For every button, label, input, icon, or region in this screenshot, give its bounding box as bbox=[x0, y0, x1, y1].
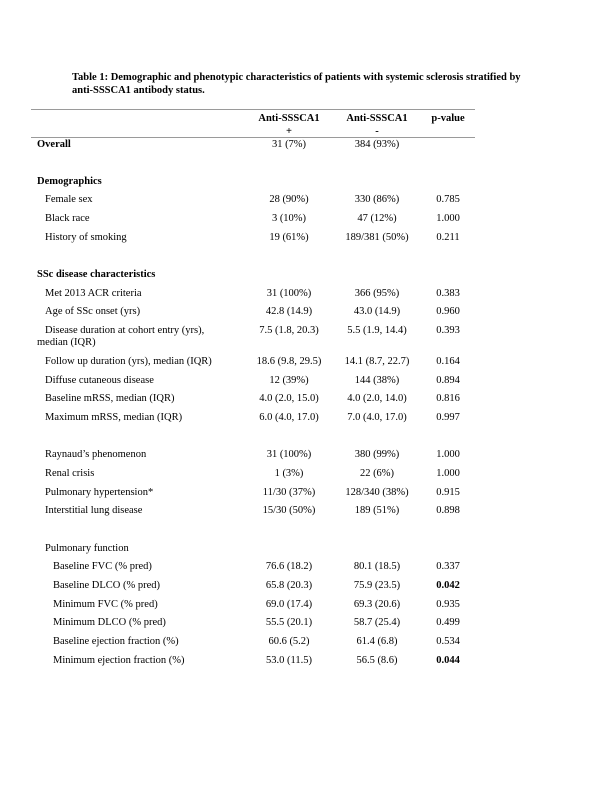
row-label: Baseline ejection fraction (%) bbox=[53, 636, 179, 647]
cell-p-value: 0.393 bbox=[436, 325, 460, 336]
table-row-overall bbox=[0, 138, 612, 156]
header-col1-line2: + bbox=[286, 126, 292, 137]
table-row bbox=[0, 212, 612, 230]
cell-positive: 1 (3%) bbox=[274, 468, 304, 479]
cell-p-value: 0.534 bbox=[436, 636, 460, 647]
table-top-rule bbox=[31, 109, 475, 110]
cell-negative: 330 (86%) bbox=[354, 194, 400, 205]
table-caption: Table 1: Demographic and phenotypic characteristics of patients with systemic sclerosis stratified by anti-SSSCA1 antibody status. bbox=[72, 72, 521, 96]
cell-positive: 53.0 (11.5) bbox=[266, 655, 312, 666]
row-label: Baseline DLCO (% pred) bbox=[53, 580, 161, 591]
row-label: Diffuse cutaneous disease bbox=[45, 375, 154, 386]
row-label: Renal crisis bbox=[45, 468, 95, 479]
cell-p-value: 1.000 bbox=[436, 449, 460, 460]
table-row bbox=[0, 598, 612, 616]
cell-negative: 56.5 (8.6) bbox=[356, 655, 398, 666]
cell-p-value: 0.337 bbox=[436, 561, 460, 572]
cell-positive: 28 (90%) bbox=[269, 194, 309, 205]
cell-p-value: 0.960 bbox=[436, 306, 460, 317]
row-label: Pulmonary hypertension* bbox=[45, 487, 154, 498]
table-row bbox=[0, 504, 612, 522]
cell-positive: 55.5 (20.1) bbox=[265, 617, 313, 628]
cell-p-value: 0.042 bbox=[436, 580, 460, 591]
cell-positive: 65.8 (20.3) bbox=[265, 580, 313, 591]
row-label: Follow up duration (yrs), median (IQR) bbox=[45, 356, 212, 367]
table-row bbox=[0, 560, 612, 578]
row-label: Maximum mRSS, median (IQR) bbox=[45, 412, 183, 423]
cell-negative: 22 (6%) bbox=[359, 468, 395, 479]
row-label: Overall bbox=[37, 139, 71, 150]
section-heading-demographics: Demographics bbox=[37, 176, 102, 187]
row-label: Baseline FVC (% pred) bbox=[53, 561, 152, 572]
cell-negative: 366 (95%) bbox=[354, 288, 400, 299]
cell-negative: 144 (38%) bbox=[354, 375, 400, 386]
row-label: Interstitial lung disease bbox=[45, 505, 143, 516]
row-label-continuation: median (IQR) bbox=[37, 337, 96, 348]
cell-negative: 4.0 (2.0, 14.0) bbox=[347, 393, 407, 404]
cell-negative: 189/381 (50%) bbox=[345, 232, 409, 243]
cell-negative: 189 (51%) bbox=[354, 505, 400, 516]
cell-negative: 7.0 (4.0, 17.0) bbox=[347, 412, 407, 423]
table-row bbox=[0, 374, 612, 392]
header-col2-line2: - bbox=[375, 126, 379, 137]
cell-negative: 43.0 (14.9) bbox=[353, 306, 401, 317]
cell-positive: 7.5 (1.8, 20.3) bbox=[259, 325, 319, 336]
row-label: History of smoking bbox=[45, 232, 127, 243]
cell-positive: 12 (39%) bbox=[269, 375, 309, 386]
cell-negative: 80.1 (18.5) bbox=[353, 561, 401, 572]
row-label: Minimum FVC (% pred) bbox=[53, 599, 158, 610]
row-label: Minimum ejection fraction (%) bbox=[53, 655, 185, 666]
cell-positive: 31 (100%) bbox=[266, 449, 312, 460]
cell-positive: 69.0 (17.4) bbox=[265, 599, 313, 610]
row-label: Raynaud’s phenomenon bbox=[45, 449, 147, 460]
row-label: Minimum DLCO (% pred) bbox=[53, 617, 166, 628]
cell-p-value: 0.997 bbox=[436, 412, 460, 423]
header-col1-line1: Anti-SSSCA1 bbox=[258, 113, 320, 124]
cell-p-value: 0.935 bbox=[436, 599, 460, 610]
cell-p-value: 0.211 bbox=[436, 232, 460, 243]
header-col2-line1: Anti-SSSCA1 bbox=[346, 113, 408, 124]
cell-negative: 47 (12%) bbox=[357, 213, 397, 224]
cell-positive: 76.6 (18.2) bbox=[265, 561, 313, 572]
table-row bbox=[0, 467, 612, 485]
cell-positive: 6.0 (4.0, 17.0) bbox=[259, 412, 319, 423]
cell-p-value: 1.000 bbox=[436, 213, 460, 224]
table-row bbox=[0, 486, 612, 504]
cell-positive: 3 (10%) bbox=[271, 213, 307, 224]
table-row bbox=[0, 193, 612, 211]
cell-p-value: 0.915 bbox=[436, 487, 460, 498]
cell-negative: 380 (99%) bbox=[354, 449, 400, 460]
section-heading-ssc-disease: SSc disease characteristics bbox=[37, 269, 156, 280]
cell-positive: 19 (61%) bbox=[269, 232, 309, 243]
table-row bbox=[0, 287, 612, 305]
cell-negative: 69.3 (20.6) bbox=[353, 599, 401, 610]
cell-p-value: 0.164 bbox=[436, 356, 460, 367]
cell-p-value: 1.000 bbox=[436, 468, 460, 479]
table-row bbox=[0, 411, 612, 429]
cell-p-value: 0.383 bbox=[436, 288, 460, 299]
row-label: Baseline mRSS, median (IQR) bbox=[45, 393, 175, 404]
cell-positive: 42.8 (14.9) bbox=[265, 306, 313, 317]
table-row bbox=[0, 616, 612, 634]
cell-p-value: 0.898 bbox=[436, 505, 460, 516]
table-row bbox=[0, 635, 612, 653]
row-label: Black race bbox=[45, 213, 90, 224]
table-row bbox=[0, 355, 612, 373]
cell-negative: 75.9 (23.5) bbox=[353, 580, 401, 591]
row-label: Female sex bbox=[45, 194, 93, 205]
cell-p-value: 0.044 bbox=[436, 655, 460, 666]
cell-p-value: 0.816 bbox=[436, 393, 460, 404]
cell-positive: 4.0 (2.0, 15.0) bbox=[259, 393, 319, 404]
table-row bbox=[0, 654, 612, 672]
row-label: Met 2013 ACR criteria bbox=[45, 288, 142, 299]
cell-negative: 384 (93%) bbox=[354, 139, 400, 150]
cell-negative: 58.7 (25.4) bbox=[353, 617, 401, 628]
row-label: Age of SSc onset (yrs) bbox=[45, 306, 141, 317]
row-label: Disease duration at cohort entry (yrs), bbox=[45, 325, 205, 336]
table-row bbox=[0, 392, 612, 410]
header-p-value: p-value bbox=[431, 113, 465, 124]
cell-p-value: 0.785 bbox=[436, 194, 460, 205]
header-anti-sssca1-positive bbox=[246, 112, 332, 138]
table-row bbox=[0, 231, 612, 249]
cell-positive: 18.6 (9.8, 29.5) bbox=[256, 356, 322, 367]
cell-positive: 31 (7%) bbox=[271, 139, 307, 150]
cell-negative: 5.5 (1.9, 14.4) bbox=[347, 325, 407, 336]
table-row bbox=[0, 305, 612, 323]
table-row bbox=[0, 579, 612, 597]
cell-p-value: 0.499 bbox=[436, 617, 460, 628]
header-anti-sssca1-negative bbox=[333, 112, 421, 138]
section-heading-pulmonary-function: Pulmonary function bbox=[45, 543, 129, 554]
cell-p-value: 0.894 bbox=[436, 375, 460, 386]
cell-negative: 128/340 (38%) bbox=[345, 487, 409, 498]
cell-positive: 11/30 (37%) bbox=[262, 487, 316, 498]
cell-negative: 14.1 (8.7, 22.7) bbox=[344, 356, 410, 367]
cell-positive: 31 (100%) bbox=[266, 288, 312, 299]
cell-positive: 15/30 (50%) bbox=[262, 505, 316, 516]
cell-positive: 60.6 (5.2) bbox=[268, 636, 310, 647]
cell-negative: 61.4 (6.8) bbox=[356, 636, 398, 647]
table-row bbox=[0, 448, 612, 466]
